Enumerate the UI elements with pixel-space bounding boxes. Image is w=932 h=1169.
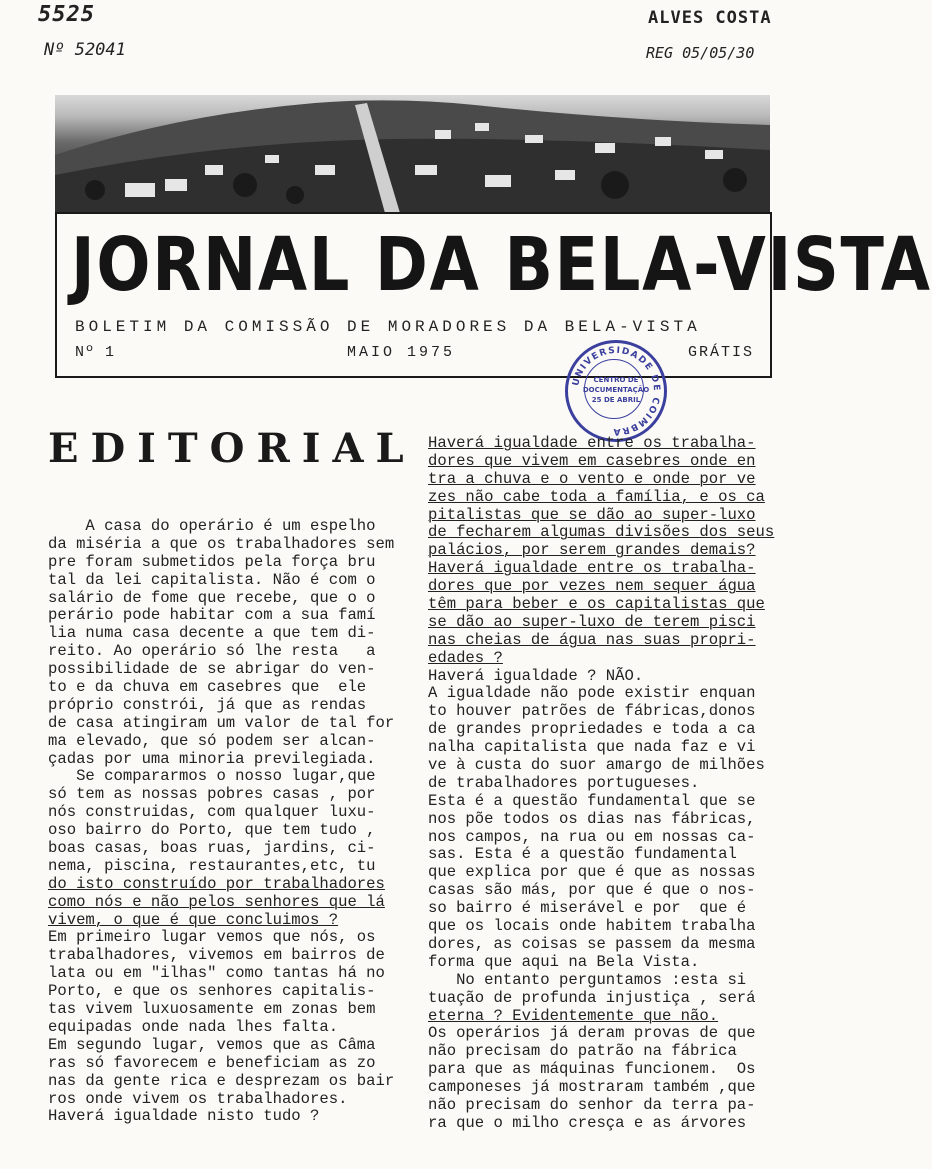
text-line: pitalistas que se dão ao super-luxo [428,505,756,524]
text-line: da miséria a que os trabalhadores sem [48,534,395,553]
text-line: Esta é a questão fundamental que se [428,791,756,810]
text-line: Os operários já deram provas de que [428,1024,756,1043]
issue-date: MAIO 1975 [347,344,456,361]
text-line: se dão ao super-luxo de terem pisci [428,612,756,631]
text-line: tra a chuva e o vento e onde por ve [428,469,756,488]
text-line: lata ou em "ilhas" como tantas há no [48,964,385,983]
seal-line-2: DOCUMENTAÇÃO [582,386,650,394]
text-line: Em segundo lugar, vemos que as Câma [48,1035,376,1054]
text-line: trabalhadores, vivemos em bairros de [48,946,385,965]
text-line: lia numa casa decente a que tem di- [48,624,376,643]
text-line: Haverá igualdade nisto tudo ? [48,1107,320,1126]
text-line: próprio constrói, já que as rendas [48,695,367,714]
text-line: sas. Esta é a questão fundamental [428,845,737,864]
text-line: de trabalhadores portugueses. [428,773,700,792]
text-line: camponeses já mostraram também ,que [428,1078,756,1097]
text-line: não precisam do patrão na fábrica [428,1042,737,1061]
text-line: eterna ? Evidentemente que não. [428,1006,719,1025]
text-line: possibilidade de se abrigar do ven- [48,660,376,679]
text-line: vivem, o que é que concluimos ? [48,910,339,929]
newspaper-title: JORNAL DA BELA-VISTA [71,222,932,308]
text-line: para que as máquinas funcionem. Os [428,1060,756,1079]
text-line: A igualdade não pode existir enquan [428,684,756,703]
text-line: edades ? [428,648,503,667]
text-line: não precisam do senhor da terra pa- [428,1095,756,1114]
text-line: dores que por vezes nem sequer água [428,577,756,596]
text-line: nas da gente rica e desprezam os bair [48,1071,395,1090]
text-line: têm para beber e os capitalistas que [428,595,765,614]
text-line: tas vivem luxuosamente em zonas bem [48,1000,376,1019]
text-line: nós construidas, com qualquer luxu- [48,803,376,822]
text-line: palácios, por serem grandes demais? [428,541,756,560]
text-line: que explica por que é que as nossas [428,863,756,882]
text-line: Em primeiro lugar vemos que nós, os [48,928,376,947]
text-line: nos campos, na rua ou em nossas ca- [428,827,756,846]
text-line: tuação de profunda injustiça , será [428,988,756,1007]
registration-date: REG 05/05/30 [646,44,755,62]
text-line: Haverá igualdade ? NÃO. [428,666,644,685]
price-label: GRÁTIS [688,344,755,361]
seal-line-1: CENTRO DE [593,376,639,384]
text-line: dores que vivem em casebres onde en [428,451,756,470]
text-line: dores, as coisas se passem da mesma [428,934,756,953]
text-line: salário de fome que recebe, que o o [48,588,376,607]
text-line: ros onde vivem os trabalhadores. [48,1089,348,1108]
text-line: forma que aqui na Bela Vista. [428,952,700,971]
text-line: Porto, e que os senhores capitalis- [48,982,376,1001]
text-line: perário pode habitar com a sua famí [48,606,376,625]
seal-ring-text: UNIVERSIDADE DE COIMBRA [571,345,662,437]
text-line: nos põe todos os dias nas fábricas, [428,809,756,828]
issue-number: Nº 1 [75,344,116,361]
text-line: Haverá igualdade entre os trabalha- [428,434,756,452]
text-line: nalha capitalista que nada faz e vi [428,738,756,757]
text-line: ras só favorecem e beneficiam as zo [48,1053,376,1072]
seal-line-3: 25 DE ABRIL [591,396,641,404]
text-line: só tem as nossas pobres casas , por [48,785,376,804]
text-line: de fecharem algumas divisões dos seus [428,523,775,542]
editorial-heading: EDITORIAL [48,425,416,472]
text-line: de grandes propriedades e toda a ca [428,720,756,739]
editorial-left-column [48,518,394,1126]
text-line: ve à custa do suor amargo de milhões [428,756,765,775]
text-line: to e da chuva em casebres que ele [48,678,367,697]
text-line: pre foram submetidos pela força bru [48,552,376,571]
text-line: de casa atingiram um valor de tal for [48,713,395,732]
text-line: boas casas, boas ruas, jardins, ci- [48,839,376,858]
text-line: Haverá igualdade entre os trabalha- [428,559,756,578]
text-line: oso bairro do Porto, que tem tudo , [48,821,376,840]
archive-seal [565,340,667,442]
text-line: Se compararmos o nosso lugar,que [48,767,376,786]
text-line: ra que o milho cresça e as árvores [428,1113,747,1132]
masthead-photo [55,95,770,213]
text-line: que os locais onde habitem trabalha [428,917,756,936]
text-line: do isto construído por trabalhadores [48,874,385,893]
text-line: nas cheias de água nas suas propri- [428,630,756,649]
text-line: A casa do operário é um espelho [48,517,376,535]
archive-ref-number: Nº 52041 [44,40,126,60]
author-name: ALVES COSTA [648,8,772,28]
masthead-box [55,212,932,378]
text-line: so bairro é miserável e por que é [428,899,747,918]
text-line: zes não cabe toda a família, e os ca [428,487,765,506]
text-line: equipadas onde nada lhes falta. [48,1017,339,1036]
text-line: çadas por uma minoria previlegiada. [48,749,376,768]
text-line: to houver patrões de fábricas,donos [428,702,756,721]
newspaper-subtitle: BOLETIM DA COMISSÃO DE MORADORES DA BELA-VISTA [75,318,701,336]
text-line: tal da lei capitalista. Não é com o [48,570,376,589]
archive-stamp: 5525 [38,2,95,27]
text-line: ma elevado, que só podem ser alcan- [48,731,376,750]
text-line: nema, piscina, restaurantes,etc, tu [48,856,376,875]
text-line: No entanto perguntamos :esta si [428,970,747,989]
editorial-right-column [428,435,774,1133]
text-line: como nós e não pelos senhores que lá [48,892,385,911]
text-line: casas são más, por que é que o nos- [428,881,756,900]
text-line: reito. Ao operário só lhe resta a [48,642,376,661]
